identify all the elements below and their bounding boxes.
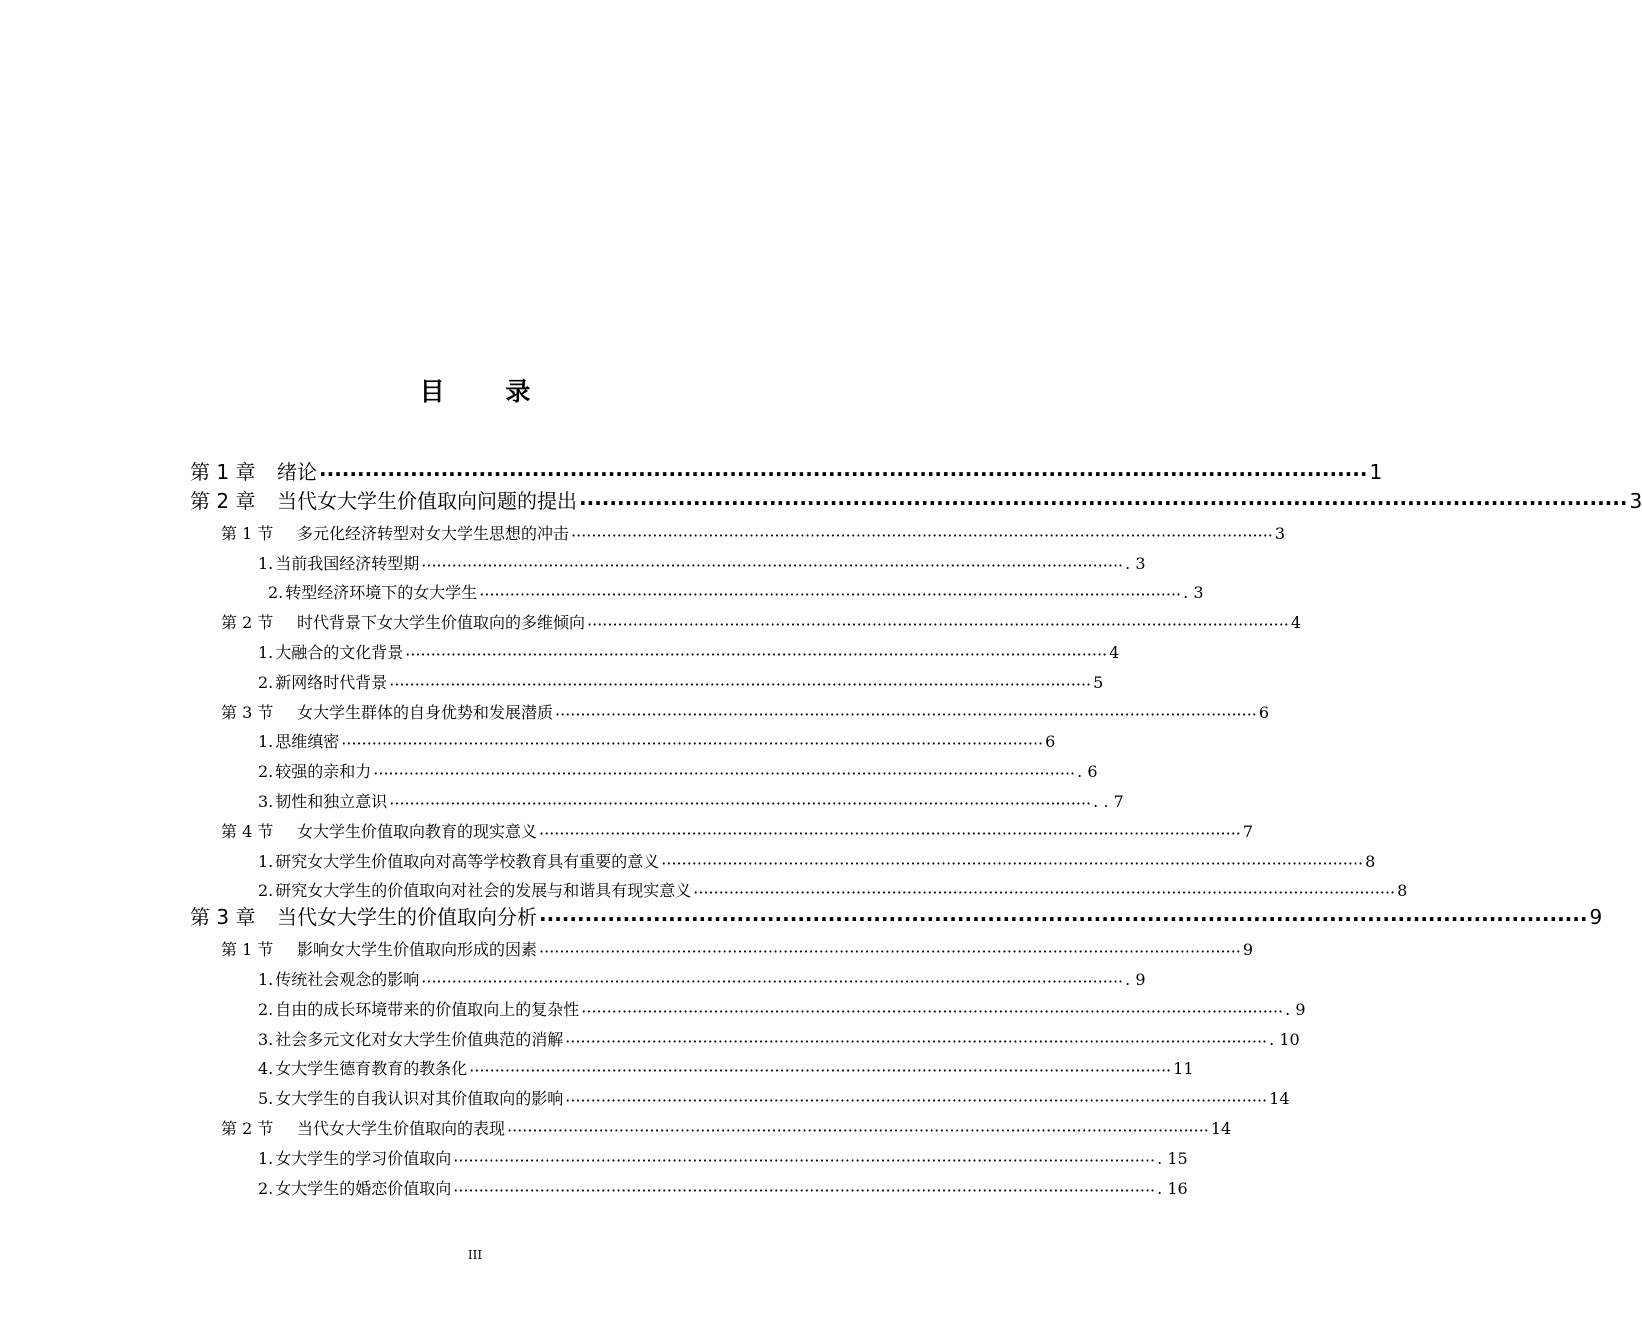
toc-leader-dots: ·········································································································································· <box>373 764 1076 784</box>
toc-entry-number: 3. <box>258 1029 274 1049</box>
toc-entry-number: 第 1 节 <box>221 523 274 543</box>
toc-leader-dots: ·········································································································································· <box>579 491 1628 515</box>
toc-entry-label: 女大学生的学习价值取向 <box>275 1148 452 1168</box>
toc-entry-item[interactable] <box>0 667 1104 697</box>
toc-entry-chapter[interactable] <box>0 489 1642 518</box>
toc-leader-dots: ·········································································································································· <box>693 883 1396 903</box>
toc-entry-item[interactable] <box>0 637 1120 667</box>
toc-entry-item[interactable] <box>0 1054 1194 1084</box>
toc-entry-number: 第 4 节 <box>221 821 274 841</box>
toc-entry-item[interactable] <box>0 756 1098 786</box>
toc-leader-dots: ·········································································································································· <box>389 793 1092 813</box>
toc-entry-label: 当代女大学生价值取向的表现 <box>297 1118 506 1138</box>
toc-entry-label: 研究女大学生价值取向对高等学校教育具有重要的意义 <box>275 851 660 871</box>
toc-entry-number: 3. <box>258 791 274 811</box>
toc-leader-dots: ·········································································································································· <box>479 585 1182 605</box>
toc-leader-dots: ·········································································································································· <box>341 734 1044 754</box>
toc-leader-dots: ·········································································································································· <box>539 823 1241 843</box>
toc-entry-page: . . 7 <box>1093 791 1124 811</box>
toc-entry-label: 自由的成长环境带来的价值取向上的复杂性 <box>275 999 580 1019</box>
toc-leader-dots: ·········································································································································· <box>565 1031 1268 1051</box>
toc-entry-page: 8 <box>1397 881 1408 901</box>
toc-entry-item[interactable] <box>0 1083 1290 1113</box>
toc-entry-label: 当代女大学生价值取向问题的提出 <box>277 489 577 513</box>
toc-entry-page: 1 <box>1369 460 1383 484</box>
toc-leader-dots: ·········································································································································· <box>539 942 1241 962</box>
toc-entry-item[interactable] <box>0 1173 1188 1203</box>
toc-leader-dots: ·········································································································································· <box>421 971 1124 991</box>
toc-entry-number: 1. <box>258 553 274 573</box>
toc-entry-label: 大融合的文化背景 <box>275 642 404 662</box>
toc-entry-item[interactable] <box>0 1024 1300 1054</box>
toc-entry-label: 女大学生价值取向教育的现实意义 <box>297 821 538 841</box>
toc-entry-label: 转型经济环境下的女大学生 <box>285 583 478 603</box>
toc-entry-number: 1. <box>258 642 274 662</box>
toc-leader-dots: ·········································································································································· <box>587 615 1289 635</box>
toc-entry-item[interactable] <box>0 727 1056 757</box>
toc-entry-number: 1. <box>258 732 274 752</box>
toc-entry-number: 2. <box>258 762 274 782</box>
toc-entry-label: 女大学生德育教育的教条化 <box>275 1059 468 1079</box>
toc-entry-label: 女大学生的婚恋价值取向 <box>275 1178 452 1198</box>
toc-leader-dots: ·········································································································································· <box>319 462 1368 486</box>
toc-entry-page: . 3 <box>1183 583 1204 603</box>
toc-leader-dots: ·········································································································································· <box>581 1001 1284 1021</box>
toc-entry-page: . 15 <box>1157 1148 1188 1168</box>
toc-entry-item[interactable] <box>0 964 1146 994</box>
toc-entry-page: 14 <box>1210 1118 1232 1138</box>
toc-entry-page: 4 <box>1109 642 1120 662</box>
toc-entry-number: 第 1 章 <box>190 460 256 484</box>
toc-entry-label: 传统社会观念的影响 <box>275 969 420 989</box>
toc-entry-label: 韧性和独立意识 <box>275 791 388 811</box>
toc-entry-section[interactable] <box>0 697 1270 727</box>
toc-leader-dots: ·········································································································································· <box>453 1150 1156 1170</box>
toc-entry-chapter[interactable] <box>0 905 1603 934</box>
toc-entry-item[interactable] <box>0 548 1146 578</box>
footer-page-number: III <box>467 1248 483 1262</box>
toc-entry-number: 5. <box>258 1089 274 1109</box>
toc-entry-page: 14 <box>1269 1089 1290 1109</box>
toc-leader-dots: ·········································································································································· <box>453 1180 1156 1200</box>
toc-entry-label: 绪论 <box>277 460 317 484</box>
toc-entry-page: 11 <box>1173 1059 1194 1079</box>
toc-entry-number: 4. <box>258 1059 274 1079</box>
toc-entry-label: 当前我国经济转型期 <box>275 553 420 573</box>
toc-leader-dots: ·········································································································································· <box>507 1120 1209 1140</box>
toc-entry-page: 3 <box>1274 523 1286 543</box>
toc-entry-number: 第 2 节 <box>221 613 274 633</box>
toc-entry-section[interactable] <box>0 607 1302 637</box>
page-title: 目 录 <box>419 377 557 406</box>
toc-entry-number: 第 3 节 <box>221 702 274 722</box>
toc-entry-item[interactable] <box>0 846 1376 876</box>
table-of-contents <box>0 460 1642 1203</box>
toc-leader-dots: ·········································································································································· <box>571 525 1273 545</box>
toc-leader-dots: ·········································································································································· <box>565 1091 1268 1111</box>
toc-entry-number: 第 2 章 <box>190 489 256 513</box>
toc-entry-page: 7 <box>1242 821 1254 841</box>
toc-entry-section[interactable] <box>0 1113 1232 1143</box>
toc-entry-page: . 6 <box>1077 762 1098 782</box>
toc-entry-page: . 9 <box>1125 969 1146 989</box>
toc-entry-item[interactable] <box>0 1143 1188 1173</box>
toc-entry-page: 5 <box>1093 672 1104 692</box>
toc-entry-page: 9 <box>1589 905 1603 930</box>
toc-entry-page: 3 <box>1629 489 1642 513</box>
toc-entry-number: 第 1 节 <box>221 940 274 960</box>
toc-entry-number: 2. <box>258 881 274 901</box>
toc-entry-number: 2. <box>258 1178 274 1198</box>
toc-entry-section[interactable] <box>0 518 1286 548</box>
toc-entry-number: 1. <box>258 851 274 871</box>
toc-leader-dots: ·········································································································································· <box>421 555 1124 575</box>
toc-entry-page: 4 <box>1290 613 1302 633</box>
toc-entry-page: . 16 <box>1157 1178 1188 1198</box>
toc-entry-label: 多元化经济转型对女大学生思想的冲击 <box>297 523 570 543</box>
toc-entry-number: 第 2 节 <box>221 1118 274 1138</box>
toc-leader-dots: ·········································································································································· <box>539 907 1588 932</box>
toc-entry-item[interactable] <box>0 786 1124 816</box>
toc-entry-label: 女大学生群体的自身优势和发展潜质 <box>297 702 554 722</box>
toc-entry-number: 1. <box>258 969 274 989</box>
toc-entry-item[interactable] <box>0 994 1306 1024</box>
toc-entry-number: 2. <box>258 672 274 692</box>
toc-entry-page: 8 <box>1365 851 1376 871</box>
toc-entry-label: 思维缜密 <box>275 732 340 752</box>
toc-entry-page: . 3 <box>1125 553 1146 573</box>
toc-leader-dots: ·········································································································································· <box>405 644 1108 664</box>
toc-entry-label: 女大学生的自我认识对其价值取向的影响 <box>275 1089 564 1109</box>
toc-leader-dots: ·········································································································································· <box>389 674 1092 694</box>
toc-entry-label: 社会多元文化对女大学生价值典范的消解 <box>275 1029 564 1049</box>
toc-entry-section[interactable] <box>0 934 1254 964</box>
toc-entry-label: 影响女大学生价值取向形成的因素 <box>297 940 538 960</box>
toc-entry-page: 6 <box>1045 732 1056 752</box>
toc-entry-label: 新网络时代背景 <box>275 672 388 692</box>
toc-leader-dots: ·········································································································································· <box>469 1061 1172 1081</box>
toc-entry-page: . 10 <box>1269 1029 1300 1049</box>
toc-entry-item-deep[interactable] <box>0 578 1204 608</box>
toc-entry-number: 2. <box>268 583 284 603</box>
toc-entry-page: . 9 <box>1285 999 1306 1019</box>
toc-entry-label: 较强的亲和力 <box>275 762 372 782</box>
toc-leader-dots: ·········································································································································· <box>661 853 1364 873</box>
toc-entry-section[interactable] <box>0 816 1254 846</box>
toc-entry-page: 9 <box>1242 940 1254 960</box>
toc-entry-number: 1. <box>258 1148 274 1168</box>
toc-entry-number: 2. <box>258 999 274 1019</box>
toc-leader-dots: ·········································································································································· <box>555 704 1257 724</box>
toc-entry-label: 研究女大学生的价值取向对社会的发展与和谐具有现实意义 <box>275 881 692 901</box>
toc-entry-number: 第 3 章 <box>190 905 256 930</box>
toc-entry-label: 当代女大学生的价值取向分析 <box>277 905 537 930</box>
toc-entry-label: 时代背景下女大学生价值取向的多维倾向 <box>297 613 586 633</box>
toc-entry-page: 6 <box>1258 702 1270 722</box>
